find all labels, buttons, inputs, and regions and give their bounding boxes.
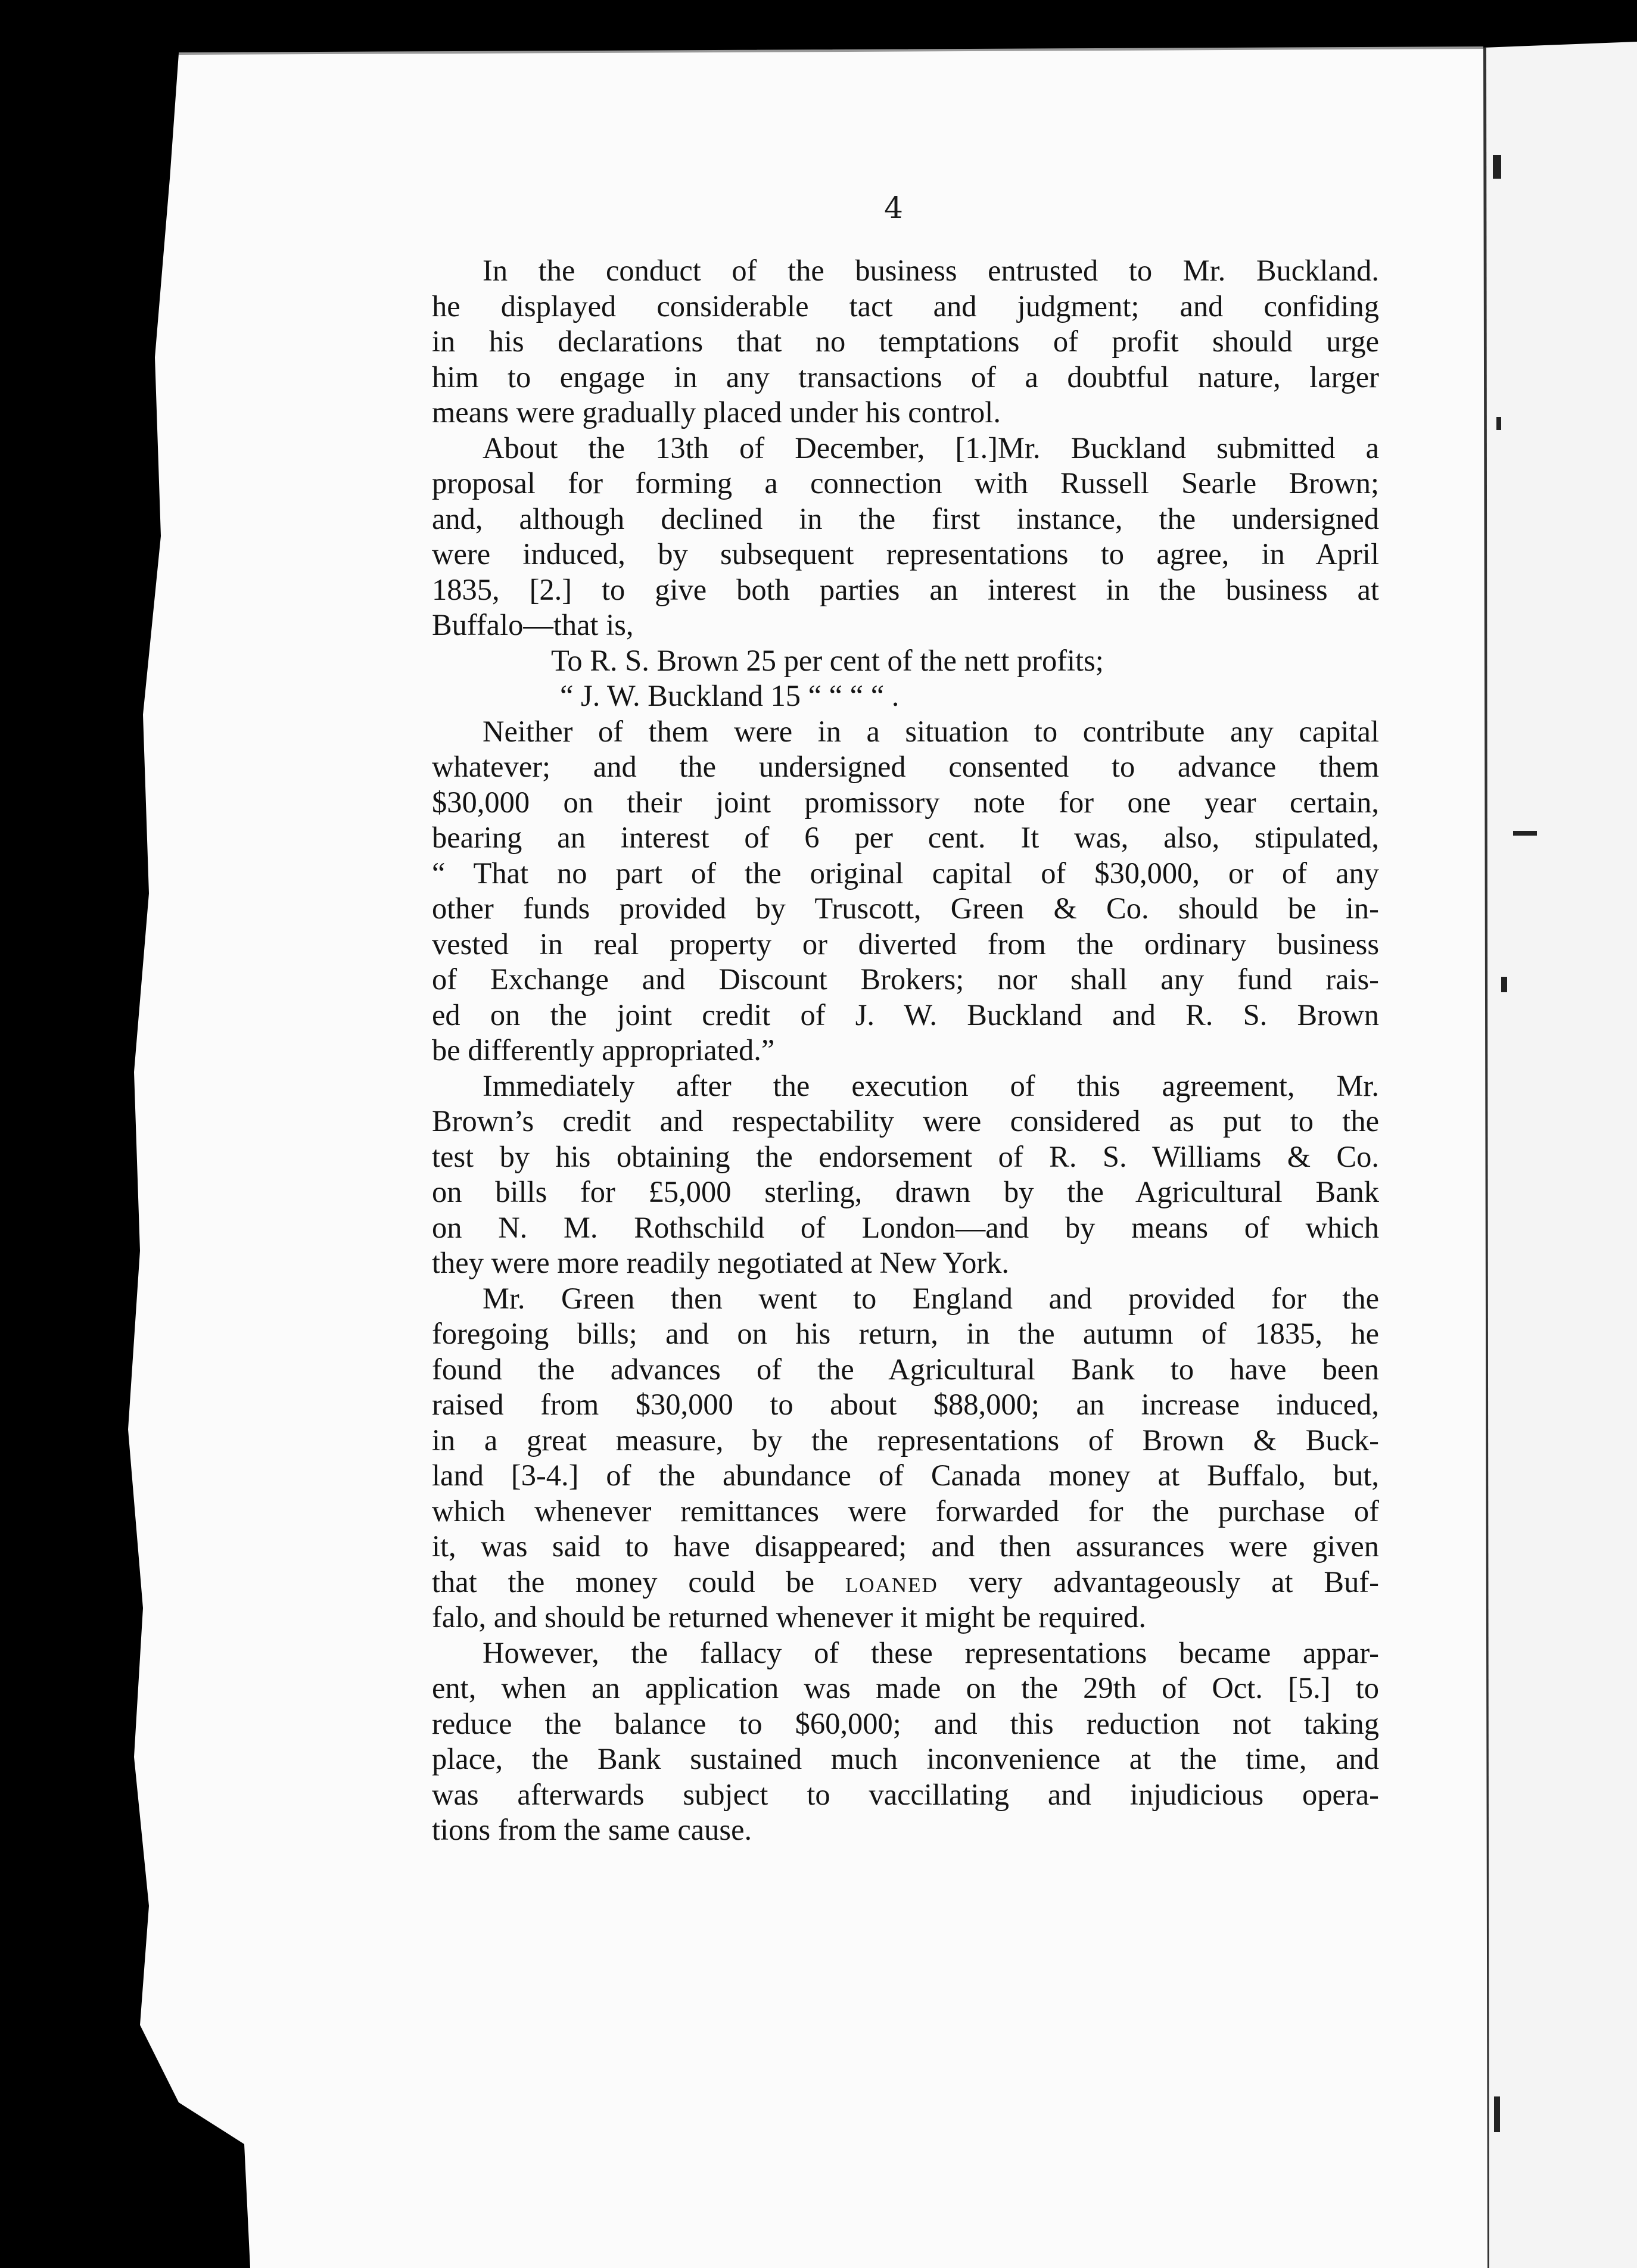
text-line: land [3-4.] of the abundance of Canada money at Buffalo, but, (432, 1459, 1379, 1492)
text-line: other funds provided by Truscott, Green & Co. should be in- (432, 892, 1379, 925)
text-line: About the 13th of December, [1.]Mr. Buckland submitted a (483, 431, 1379, 465)
text-line: and, although declined in the first instance, the undersigned (432, 501, 1379, 535)
text-line: were induced, by subsequent representations to agree, in April (432, 537, 1379, 571)
text-line: bearing an interest of 6 per cent. It was, also, stipulated, (432, 821, 1379, 854)
text-line: found the advances of the Agricultural Bank to have been (432, 1352, 1379, 1386)
emphasized-word: loaned (845, 1565, 938, 1599)
text-line: they were more readily negotiated at New York. (432, 1246, 1010, 1279)
text-line: tions from the same cause. (432, 1813, 752, 1846)
facing-page-speck (1496, 417, 1501, 430)
text-line: on bills for £5,000 sterling, drawn by the Agricultural Bank (432, 1175, 1379, 1208)
text-line: proposal for forming a connection with Russell Searle Brown; (432, 466, 1379, 500)
facing-page-speck (1494, 2096, 1500, 2132)
text-line: in his declarations that no temptations of profit should urge (432, 325, 1379, 358)
text-line: Neither of them were in a situation to contribute any capital (483, 714, 1379, 748)
facing-page-speck (1513, 831, 1537, 836)
facing-page-edge (1483, 42, 1637, 2268)
text-line: means were gradually placed under his control. (432, 395, 1001, 429)
text-line: place, the Bank sustained much inconvenience at the time, and (432, 1742, 1379, 1775)
text-line: ed on the joint credit of J. W. Buckland and R. S. Brown (432, 998, 1379, 1032)
text-line: that the money could be loaned very advantageously at Buf- (432, 1565, 1379, 1599)
text-line: To R. S. Brown 25 per cent of the nett profits; (551, 643, 1104, 677)
text-line: falo, and should be returned whenever it might be required. (432, 1600, 1146, 1634)
text-line: he displayed considerable tact and judgment; and confiding (432, 289, 1379, 323)
text-line: “ That no part of the original capital of $30,000, or of any (432, 856, 1379, 890)
text-line: which whenever remittances were forwarded for the purchase of (432, 1494, 1379, 1528)
text-line: 1835, [2.] to give both parties an interest in the business at (432, 572, 1379, 606)
text-line: However, the fallacy of these representations became appar- (483, 1635, 1379, 1669)
text-line: Buffalo—that is, (432, 608, 634, 641)
text-line: “ J. W. Buckland 15 “ “ “ “ . (560, 679, 900, 712)
text-line: reduce the balance to $60,000; and this reduction not taking (432, 1706, 1379, 1740)
text-line: foregoing bills; and on his return, in the autumn of 1835, he (432, 1317, 1379, 1350)
text-line: ent, when an application was made on the 29th of Oct. [5.] to (432, 1671, 1379, 1705)
text-line: Immediately after the execution of this agreement, Mr. (483, 1068, 1379, 1102)
text-line: Brown’s credit and respectability were considered as put to the (432, 1104, 1379, 1138)
text-line: it, was said to have disappeared; and then assurances were given (432, 1529, 1379, 1563)
text-line: of Exchange and Discount Brokers; nor shall any fund rais- (432, 962, 1379, 996)
text-line: In the conduct of the business entrusted to Mr. Buckland. (483, 254, 1379, 287)
text-line: was afterwards subject to vaccillating and injudicious opera- (432, 1777, 1379, 1811)
text-line: in a great measure, by the representations of Brown & Buck- (432, 1423, 1379, 1457)
facing-page-speck (1501, 977, 1507, 992)
body-text (432, 253, 1379, 1848)
text-line: him to engage in any transactions of a doubtful nature, larger (432, 360, 1379, 394)
text-line: $30,000 on their joint promissory note for one year certain, (432, 785, 1379, 819)
text-line: be differently appropriated.” (432, 1033, 775, 1067)
text-line: whatever; and the undersigned consented to advance them (432, 750, 1379, 783)
text-line: raised from $30,000 to about $88,000; an increase induced, (432, 1388, 1379, 1421)
text-line: on N. M. Rothschild of London—and by means of which (432, 1210, 1379, 1244)
facing-page-speck (1493, 155, 1501, 179)
page-number: 4 (884, 191, 903, 225)
text-line: test by his obtaining the endorsement of R. S. Williams & Co. (432, 1139, 1379, 1173)
text-line: Mr. Green then went to England and provided for the (483, 1281, 1379, 1315)
text-line: vested in real property or diverted from the ordinary business (432, 927, 1379, 961)
